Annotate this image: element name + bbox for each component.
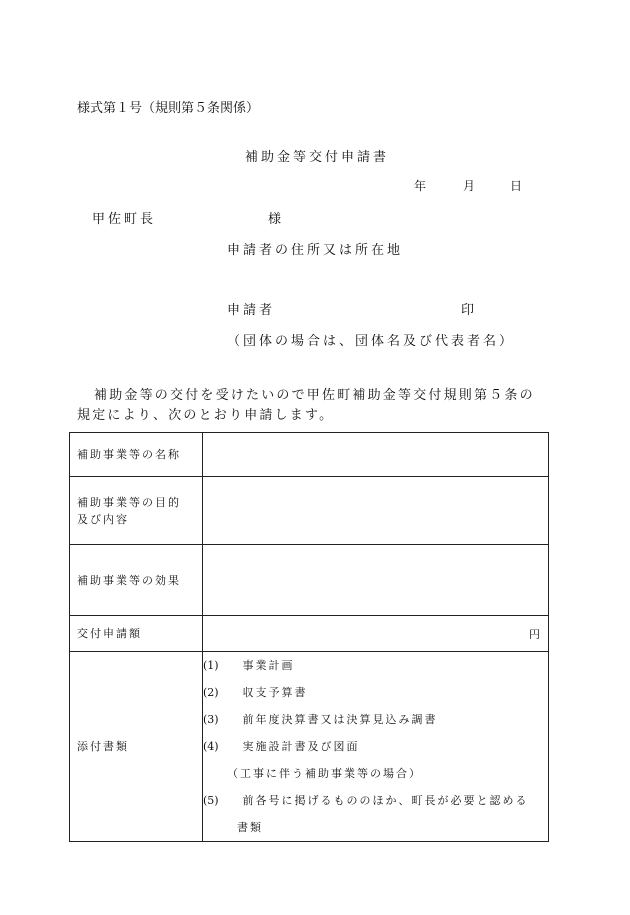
statement-line-1: 補助金等の交付を受けたいので甲佐町補助金等交付規則第５条の xyxy=(94,388,535,403)
attachment-number: (3) xyxy=(203,713,219,726)
seal-mark: 印 xyxy=(461,303,475,318)
attachment-number: (2) xyxy=(203,686,219,699)
attachment-item xyxy=(203,706,548,733)
application-statement xyxy=(77,386,555,426)
applicant-label: 申請者 xyxy=(227,303,276,318)
attachment-item xyxy=(203,787,548,814)
attachment-4-note: （工事に伴う補助事業等の場合） xyxy=(227,767,422,780)
row-amount xyxy=(70,616,549,652)
application-table xyxy=(69,432,549,842)
project-name-label: 補助事業等の名称 xyxy=(70,433,203,477)
attachments-label: 添付書類 xyxy=(70,652,203,842)
attachment-text: 前各号に掲げるもののほか、町長が必要と認める xyxy=(242,794,529,807)
attachment-number: (5) xyxy=(203,794,219,807)
addressee: 甲佐町長 xyxy=(92,212,157,227)
row-purpose xyxy=(70,477,549,545)
date-year-label: 年 xyxy=(414,179,427,193)
attachment-item xyxy=(203,679,548,706)
form-number: 様式第１号（規則第５条関係） xyxy=(77,101,260,116)
attachment-number: (4) xyxy=(203,740,219,753)
attachment-text: 前年度決算書又は決算見込み調書 xyxy=(242,713,438,726)
applicant-address-label: 申請者の住所又は所在地 xyxy=(227,243,404,258)
attachments-list xyxy=(203,652,549,842)
amount-field[interactable] xyxy=(203,616,549,652)
project-name-field[interactable] xyxy=(203,433,549,477)
row-attachments xyxy=(70,652,549,842)
date-day-label: 日 xyxy=(510,179,523,193)
document-title: 補助金等交付申請書 xyxy=(245,150,390,165)
attachment-text: 収支予算書 xyxy=(242,686,308,699)
row-project-name xyxy=(70,433,549,477)
amount-label: 交付申請額 xyxy=(70,616,203,652)
attachment-text: 実施設計書及び図面 xyxy=(242,740,360,753)
purpose-label xyxy=(70,477,203,545)
attachment-item xyxy=(203,733,548,760)
honorific: 様 xyxy=(268,212,282,227)
purpose-field[interactable] xyxy=(203,477,549,545)
attachment-item xyxy=(203,652,548,679)
effect-label: 補助事業等の効果 xyxy=(70,545,203,616)
row-effect xyxy=(70,545,549,616)
statement-line-2: 規定により、次のとおり申請します。 xyxy=(77,408,335,423)
attachment-text: 事業計画 xyxy=(242,659,295,672)
group-note: （団体の場合は、団体名及び代表者名） xyxy=(227,334,516,349)
yen-unit: 円 xyxy=(529,627,540,641)
date-month-label: 月 xyxy=(463,179,476,193)
attachment-number: (1) xyxy=(203,659,219,672)
attachment-5-continuation: 書類 xyxy=(237,821,263,834)
purpose-label-line-2: 及び内容 xyxy=(77,512,129,526)
purpose-label-line-1: 補助事業等の目的 xyxy=(77,495,181,509)
effect-field[interactable] xyxy=(203,545,549,616)
